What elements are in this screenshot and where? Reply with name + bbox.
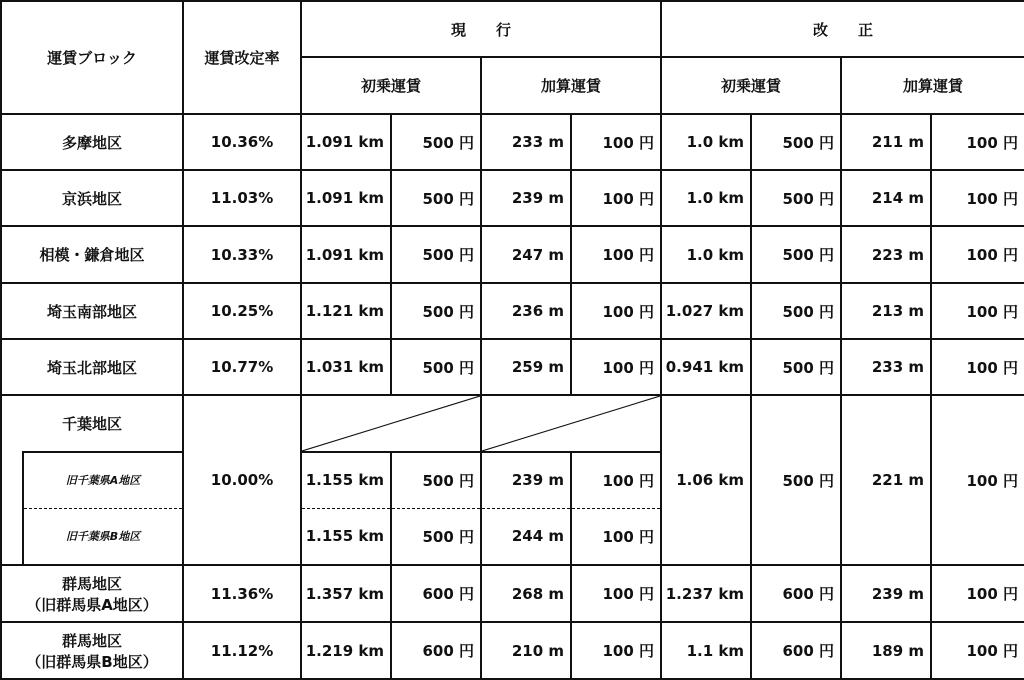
cell-value: 236 m [481, 283, 571, 339]
row-rate: 10.00% [183, 395, 301, 565]
header-revised-initial: 初乗運賃 [661, 57, 841, 114]
row-subname: 旧千葉県A地区 [23, 452, 183, 508]
cell-value: 1.06 km [661, 395, 751, 565]
cell-value: 189 m [841, 622, 931, 679]
cell-value: 100 円 [931, 283, 1024, 339]
cell-value: 100 円 [931, 114, 1024, 170]
row-rate: 10.36% [183, 114, 301, 170]
cell-value: 1.027 km [661, 283, 751, 339]
cell-value: 0.941 km [661, 339, 751, 395]
cell-value: 500 円 [391, 114, 481, 170]
cell-value: 100 円 [571, 508, 661, 565]
header-current-initial: 初乗運賃 [301, 57, 481, 114]
cell-value: 500 円 [391, 170, 481, 226]
table-row [1, 622, 1024, 679]
row-name [1, 622, 183, 679]
cell-value: 100 円 [571, 339, 661, 395]
cell-value: 100 円 [571, 622, 661, 679]
cell-value: 1.155 km [301, 508, 391, 565]
cell-value: 210 m [481, 622, 571, 679]
cell-value: 259 m [481, 339, 571, 395]
row-name: 埼玉北部地区 [1, 339, 183, 395]
header-revised: 改 正 [661, 1, 1024, 57]
row-name-line2: （旧群馬県B地区） [26, 652, 158, 671]
cell-value: 1.0 km [661, 170, 751, 226]
cell-value: 214 m [841, 170, 931, 226]
cell-value: 1.121 km [301, 283, 391, 339]
row-rate: 10.25% [183, 283, 301, 339]
cell-value: 100 円 [571, 170, 661, 226]
cell-value: 1.031 km [301, 339, 391, 395]
table-row [1, 170, 1024, 226]
cell-value: 100 円 [931, 622, 1024, 679]
row-name: 相模・鎌倉地区 [1, 226, 183, 283]
row-rate: 10.77% [183, 339, 301, 395]
header-block: 運賃ブロック [1, 1, 183, 114]
cell-value: 1.1 km [661, 622, 751, 679]
table-row [1, 114, 1024, 170]
cell-value: 600 円 [751, 565, 841, 622]
diagonal-slash-current-initial [301, 395, 481, 452]
cell-value: 600 円 [391, 622, 481, 679]
row-name [1, 565, 183, 622]
cell-value: 1.091 km [301, 114, 391, 170]
cell-value: 500 円 [751, 283, 841, 339]
cell-value: 233 m [481, 114, 571, 170]
cell-value: 100 円 [931, 395, 1024, 565]
row-subname: 旧千葉県B地区 [23, 508, 183, 565]
cell-value: 211 m [841, 114, 931, 170]
cell-value: 500 円 [751, 339, 841, 395]
table-row-chiba [1, 395, 1024, 452]
cell-value: 500 円 [391, 452, 481, 508]
row-rate: 11.12% [183, 622, 301, 679]
cell-value: 1.155 km [301, 452, 391, 508]
cell-value: 500 円 [751, 114, 841, 170]
cell-value: 100 円 [571, 283, 661, 339]
cell-value: 223 m [841, 226, 931, 283]
cell-value: 500 円 [751, 395, 841, 565]
cell-value: 100 円 [931, 565, 1024, 622]
table-row [1, 283, 1024, 339]
row-name-line1: 群馬地区 [62, 574, 123, 593]
cell-value: 500 円 [391, 226, 481, 283]
cell-value: 268 m [481, 565, 571, 622]
row-rate: 10.33% [183, 226, 301, 283]
header-revised-additional: 加算運賃 [841, 57, 1024, 114]
cell-value: 247 m [481, 226, 571, 283]
cell-value: 500 円 [751, 226, 841, 283]
header-rate: 運賃改定率 [183, 1, 301, 114]
header-current: 現 行 [301, 1, 661, 57]
row-name-line2: （旧群馬県A地区） [26, 595, 158, 614]
cell-value: 500 円 [391, 283, 481, 339]
cell-value: 500 円 [391, 339, 481, 395]
cell-value: 244 m [481, 508, 571, 565]
cell-value: 1.091 km [301, 170, 391, 226]
cell-value: 239 m [841, 565, 931, 622]
table-row [1, 565, 1024, 622]
cell-value: 100 円 [931, 339, 1024, 395]
row-name: 多摩地区 [1, 114, 183, 170]
cell-value: 100 円 [571, 114, 661, 170]
row-name: 京浜地区 [1, 170, 183, 226]
header-current-additional: 加算運賃 [481, 57, 661, 114]
cell-value: 100 円 [931, 226, 1024, 283]
cell-value: 1.091 km [301, 226, 391, 283]
cell-value: 500 円 [751, 170, 841, 226]
row-name-line1: 群馬地区 [62, 631, 123, 650]
cell-value: 239 m [481, 170, 571, 226]
row-name: 埼玉南部地区 [1, 283, 183, 339]
cell-value: 100 円 [571, 226, 661, 283]
cell-value: 100 円 [571, 452, 661, 508]
diagonal-slash-current-additional [481, 395, 661, 452]
row-name: 千葉地区 [1, 395, 183, 452]
cell-value: 100 円 [571, 565, 661, 622]
cell-value: 221 m [841, 395, 931, 565]
cell-value: 233 m [841, 339, 931, 395]
cell-value: 600 円 [391, 565, 481, 622]
cell-value: 100 円 [931, 170, 1024, 226]
cell-value: 1.237 km [661, 565, 751, 622]
cell-value: 500 円 [391, 508, 481, 565]
cell-value: 213 m [841, 283, 931, 339]
table-row [1, 339, 1024, 395]
cell-value: 1.0 km [661, 226, 751, 283]
table-row [1, 226, 1024, 283]
row-rate: 11.36% [183, 565, 301, 622]
cell-value: 1.357 km [301, 565, 391, 622]
cell-value: 239 m [481, 452, 571, 508]
cell-value: 600 円 [751, 622, 841, 679]
row-rate: 11.03% [183, 170, 301, 226]
row-gutter [1, 452, 23, 565]
cell-value: 1.0 km [661, 114, 751, 170]
cell-value: 1.219 km [301, 622, 391, 679]
